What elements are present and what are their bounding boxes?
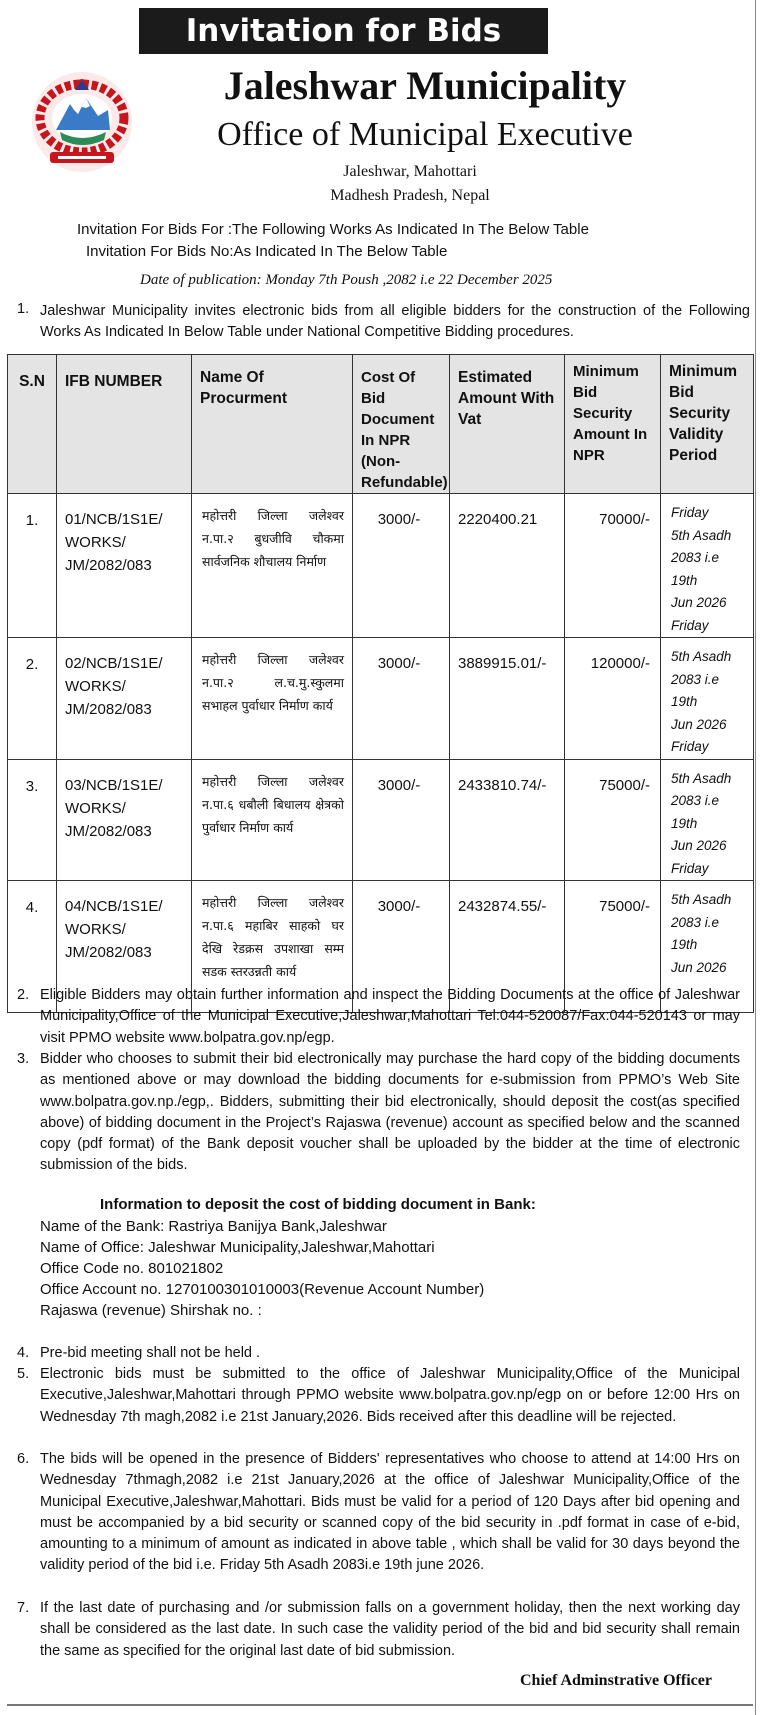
clause-number: 4.	[17, 1345, 30, 1361]
row-validity: Friday 5th Asadh 2083 i.e 19th Jun 2026 Friday	[661, 494, 754, 638]
row-estimate: 2220400.21	[450, 494, 565, 638]
header-cost: Cost Of Bid Document In NPR (Non-Refundable)	[353, 355, 450, 494]
header-estimate: Estimated Amount With Vat	[450, 355, 565, 494]
clause-3: Bidder who chooses to submit their bid electronically may purchase the hard copy of the bidding documents as mentioned above or may download the bidding documents for e-submission from PPMO’s Web Site www.bolpatra.gov.np./egp,. Bidders, submitting their bid electronically, should deposit the cost(as specified above) of bidding document in the Project’s Rajaswa (revenue) account as specified below and the scanned copy (pdf format) of the Bank deposit voucher shall be uploaded by the bidder at the time of electronic submission of the bids.	[40, 1051, 740, 1174]
row-ifb: 03/NCB/1S1E/ WORKS/ JM/2082/083	[57, 759, 192, 881]
clause-6: The bids will be opened in the presence of Bidders' representatives who choose to attend at 14:00 Hrs on Wednesday 7thmagh,2082 i.e 21st January,2026 at the office of Jaleshwar Municipality,Office of the Municipal Executive,Jaleshwar,Mahottari. Bids must be valid for a period of 120 Days after bid opening and must be accompanied by a bid security or scanned copy of the bid security in .pdf format in case of e-bid, amounting to a minimum of amount as indicated in above table , which shall be valid for 30 days beyond the validity period of the bid i.e. Friday 5th Asadh 2083i.e 19th june 2026.	[40, 1451, 740, 1574]
signature: Chief Adminstrative Officer	[520, 1672, 712, 1689]
bank-account: Office Account no. 1270100301010003(Revenue Account Number)	[40, 1281, 485, 1298]
clause-5: Electronic bids must be submitted to the office of Jaleshwar Municipality,Office of the Municipal Executive,Jaleshwar,Mahottari through PPMO website www.bolpatra.gov.np/egp on or before 12:00 Hrs on Wednesday 7th magh,2082 i.e 21st January,2026. Bids received after this deadline will be rejected.	[40, 1366, 740, 1425]
clause-2: Eligible Bidders may obtain further information and inspect the Bidding Documents at the office of Jaleshwar Municipality,Office of the Municipal Executive,Jaleshwar,Mahottari Tel:044-520087/Fax:044-520143 or may visit PPMO website www.bolpatra.gov.np/egp.	[40, 987, 740, 1046]
row-name: महोत्तरी जिल्ला जलेश्वर न.पा.६ धबौली बिधालय क्षेत्रको पुर्वाधार निर्माण कार्य	[192, 759, 353, 881]
table-header-row	[8, 355, 754, 494]
header-ifb: IFB NUMBER	[57, 355, 192, 494]
clause-number: 3.	[17, 1051, 30, 1067]
table-row	[8, 638, 754, 760]
bank-office-name: Name of Office: Jaleshwar Municipality,Jaleshwar,Mahottari	[40, 1239, 435, 1256]
header-validity: Minimum Bid Security Validity Period	[661, 355, 754, 494]
row-security: 75000/-	[565, 759, 661, 881]
invitation-for: Invitation For Bids For :The Following Works As Indicated In The Below Table	[77, 221, 589, 238]
row-security: 75000/-	[565, 881, 661, 1013]
clause-number: 7.	[17, 1600, 30, 1616]
row-sn: 4.	[8, 881, 57, 1013]
address-line-2: Madhesh Pradesh, Nepal	[330, 187, 490, 204]
bottom-rule	[7, 1704, 753, 1706]
clause-number: 1.	[17, 301, 30, 317]
row-estimate: 3889915.01/-	[450, 638, 565, 760]
row-estimate: 2433810.74/-	[450, 759, 565, 881]
header-security: Minimum Bid Security Amount In NPR	[565, 355, 661, 494]
bank-office-code: Office Code no. 801021802	[40, 1260, 224, 1277]
bank-heading: Information to deposit the cost of bidding document in Bank:	[100, 1196, 536, 1213]
publication-date: Date of publication: Monday 7th Poush ,2082 i.e 22 December 2025	[140, 272, 553, 288]
bank-name: Name of the Bank: Rastriya Banijya Bank,Jaleshwar	[40, 1218, 387, 1235]
row-name: महोत्तरी जिल्ला जलेश्वर न.पा.२ बुधजीवि चौकमा सार्वजनिक शौचालय निर्माण	[192, 494, 353, 638]
header-name: Name Of Procurment	[192, 355, 353, 494]
row-security: 120000/-	[565, 638, 661, 760]
municipality-title: Jaleshwar Municipality	[223, 63, 627, 108]
banner-title: Invitation for Bids	[139, 8, 548, 54]
invitation-number: Invitation For Bids No:As Indicated In The Below Table	[86, 243, 448, 260]
row-ifb: 04/NCB/1S1E/ WORKS/ JM/2082/083	[57, 881, 192, 1013]
row-cost: 3000/-	[353, 881, 450, 1013]
row-cost: 3000/-	[353, 759, 450, 881]
bid-table	[7, 354, 754, 1013]
row-name: महोत्तरी जिल्ला जलेश्वर न.पा.६ महाबिर साहको घर देखि रेडक्रस उपशाखा सम्म सडक स्तरउन्नती कार्य	[192, 881, 353, 1013]
row-security: 70000/-	[565, 494, 661, 638]
intro-paragraph: Jaleshwar Municipality invites electronic bids from all eligible bidders for the construction of the Following Works As Indicated In Below Table under National Competitive Bidding procedures.	[40, 303, 750, 341]
row-ifb: 02/NCB/1S1E/ WORKS/ JM/2082/083	[57, 638, 192, 760]
row-estimate: 2432874.55/-	[450, 881, 565, 1013]
row-cost: 3000/-	[353, 494, 450, 638]
row-sn: 3.	[8, 759, 57, 881]
row-name: महोत्तरी जिल्ला जलेश्वर न.पा.२ ल.च.मु.स्कुलमा सभाहल पुर्वाधार निर्माण कार्य	[192, 638, 353, 760]
address-line-1: Jaleshwar, Mahottari	[343, 163, 477, 180]
row-sn: 2.	[8, 638, 57, 760]
clause-4: Pre-bid meeting shall not be held .	[40, 1345, 261, 1361]
clause-number: 2.	[17, 987, 30, 1003]
row-ifb: 01/NCB/1S1E/ WORKS/ JM/2082/083	[57, 494, 192, 638]
bank-shirshak: Rajaswa (revenue) Shirshak no. :	[40, 1302, 262, 1319]
office-title: Office of Municipal Executive	[217, 116, 633, 153]
table-row	[8, 759, 754, 881]
row-sn: 1.	[8, 494, 57, 638]
nepal-emblem-icon	[30, 70, 134, 174]
clause-number: 5.	[17, 1366, 30, 1382]
page-border	[755, 0, 756, 1715]
clause-number: 6.	[17, 1451, 30, 1467]
row-validity: 5th Asadh 2083 i.e 19th Jun 2026 Friday	[661, 638, 754, 760]
clause-7: If the last date of purchasing and /or submission falls on a government holiday, then the next working day shall be considered as the last date. In such case the validity period of the bid and bid security shall remain the same as specified for the original last date of bid submission.	[40, 1600, 740, 1659]
row-cost: 3000/-	[353, 638, 450, 760]
row-validity: 5th Asadh 2083 i.e 19th Jun 2026	[661, 881, 754, 1013]
header-sn: S.N	[8, 355, 57, 494]
table-row	[8, 494, 754, 638]
row-validity: 5th Asadh 2083 i.e 19th Jun 2026 Friday	[661, 759, 754, 881]
